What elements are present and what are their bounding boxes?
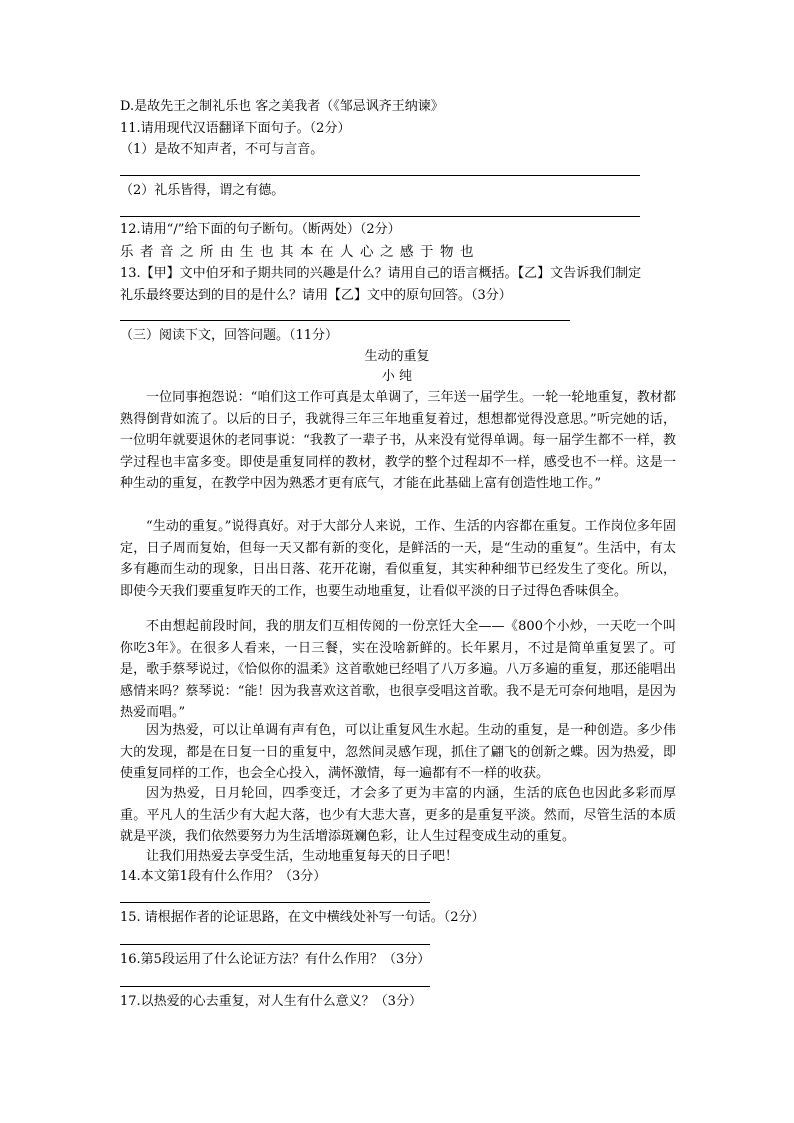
answer-line bbox=[120, 320, 570, 321]
article-title: 生动的重复 bbox=[364, 349, 430, 364]
article-paragraph-1: 一位同事抱怨说：“咱们这工作可真是太单调了，三年送一届学生。一轮一轮地重复，教材都熟得倒背如流了。以后的日子，我就得三年三年地重复着过，想想都觉得没意思。”听完她的话，一位明年就要退休的老同事说：“我教了一辈子书，从来没有觉得单调。每一届学生都不一样，教学过程也丰富多变。即使是重复同样的教材，教学的整个过程却不一样，感受也不一样。这是一种生动的重复，在教学中因为熟悉才更有底气，才能在此基础上富有创造性地工作。” bbox=[120, 390, 676, 492]
answer-line bbox=[120, 986, 430, 987]
question-15-prompt: 15. 请根据作者的论证思路，在文中横线处补写一句话。（2分） bbox=[120, 910, 485, 925]
answer-line bbox=[120, 902, 430, 903]
question-17-prompt: 17.以热爱的心去重复，对人生有什么意义？（3分） bbox=[120, 994, 422, 1009]
article-paragraph-5: 因为热爱，日月轮回，四季变迁，才会多了更为丰富的内涵，生活的底色也因此多彩而厚重。平凡人的生活少有大起大落，也少有大悲大喜，更多的是重复平淡。然而，尽管生活的本质就是平淡，我们依然要努力为生活增添斑斓色彩，让人生过程变成生动的重复。 bbox=[120, 786, 676, 845]
question-11-sentence-2: （2）礼乐皆得，谓之有德。 bbox=[120, 183, 285, 198]
article-paragraph-3: 不由想起前段时间，我的朋友们互相传阅的一份烹饪大全——《800个小炒，一天吃一个叫你吃3年》。在很多人看来，一日三餐，实在没啥新鲜的。长年累月，不过是简单重复罢了。可是，歌手蔡琴说过，《恰似你的温柔》这首歌她已经唱了八万多遍。八万多遍的重复，那还能唱出感情来吗？蔡琴说：“能！因为我喜欢这首歌，也很享受唱这首歌。我不是无可奈何地唱，是因为热爱而唱。” bbox=[120, 619, 676, 721]
question-13-line-2: 礼乐最终要达到的目的是什么？请用【乙】文中的原句回答。（3分） bbox=[120, 288, 512, 303]
section-3-heading: （三）阅读下文，回答问题。（11分） bbox=[120, 328, 339, 343]
question-11-sentence-1: （1）是故不知声者，不可与言音。 bbox=[120, 142, 324, 157]
answer-line bbox=[120, 216, 640, 217]
article-author: 小 纯 bbox=[381, 369, 413, 384]
question-12-prompt: 12.请用“/”给下面的句子断句。（断两处）（2分） bbox=[120, 222, 401, 237]
question-13-line-1: 13.【甲】文中伯牙和子期共同的兴趣是什么？请用自己的语言概括。【乙】文告诉我们制定 bbox=[120, 266, 642, 281]
article-paragraph-6: 让我们用热爱去享受生活，生动地重复每天的日子吧！ bbox=[146, 849, 459, 864]
answer-line bbox=[120, 175, 640, 176]
question-16-prompt: 16.第5段运用了什么论证方法？有什么作用？（3分） bbox=[120, 952, 431, 967]
article-paragraph-2: “生动的重复。”说得真好。对于大部分人来说，工作、生活的内容都在重复。工作岗位多年固定，日子周而复始，但每一天又都有新的变化，是鲜活的一天，是“生动的重复”。生活中，有太多有趣而生动的现象，日出日落、花开花谢，看似重复，其实种种细节已经发生了变化。所以，即使今天我们要重复昨天的工作，也要生动地重复，让看似平淡的日子过得色香味俱全。 bbox=[120, 519, 676, 599]
article-paragraph-4: 因为热爱，可以让单调有声有色，可以让重复风生水起。生动的重复，是一种创造。多少伟大的发现，都是在日复一日的重复中，忽然间灵感乍现，抓住了翩飞的创新之蝶。因为热爱，即使重复同样的工作，也会全心投入，满怀激情，每一遍都有不一样的收获。 bbox=[120, 723, 676, 782]
option-d-line: D.是故先王之制礼乐也 客之美我者（《邹忌讽齐王纳谏》 bbox=[120, 99, 444, 114]
question-11-prompt: 11.请用现代汉语翻译下面句子。（2分） bbox=[120, 121, 351, 136]
question-12-sentence: 乐者音之所由生也其本在人心之感于物也 bbox=[120, 244, 480, 260]
question-14-prompt: 14.本文第1段有什么作用？（3分） bbox=[120, 869, 327, 884]
answer-line bbox=[120, 944, 430, 945]
